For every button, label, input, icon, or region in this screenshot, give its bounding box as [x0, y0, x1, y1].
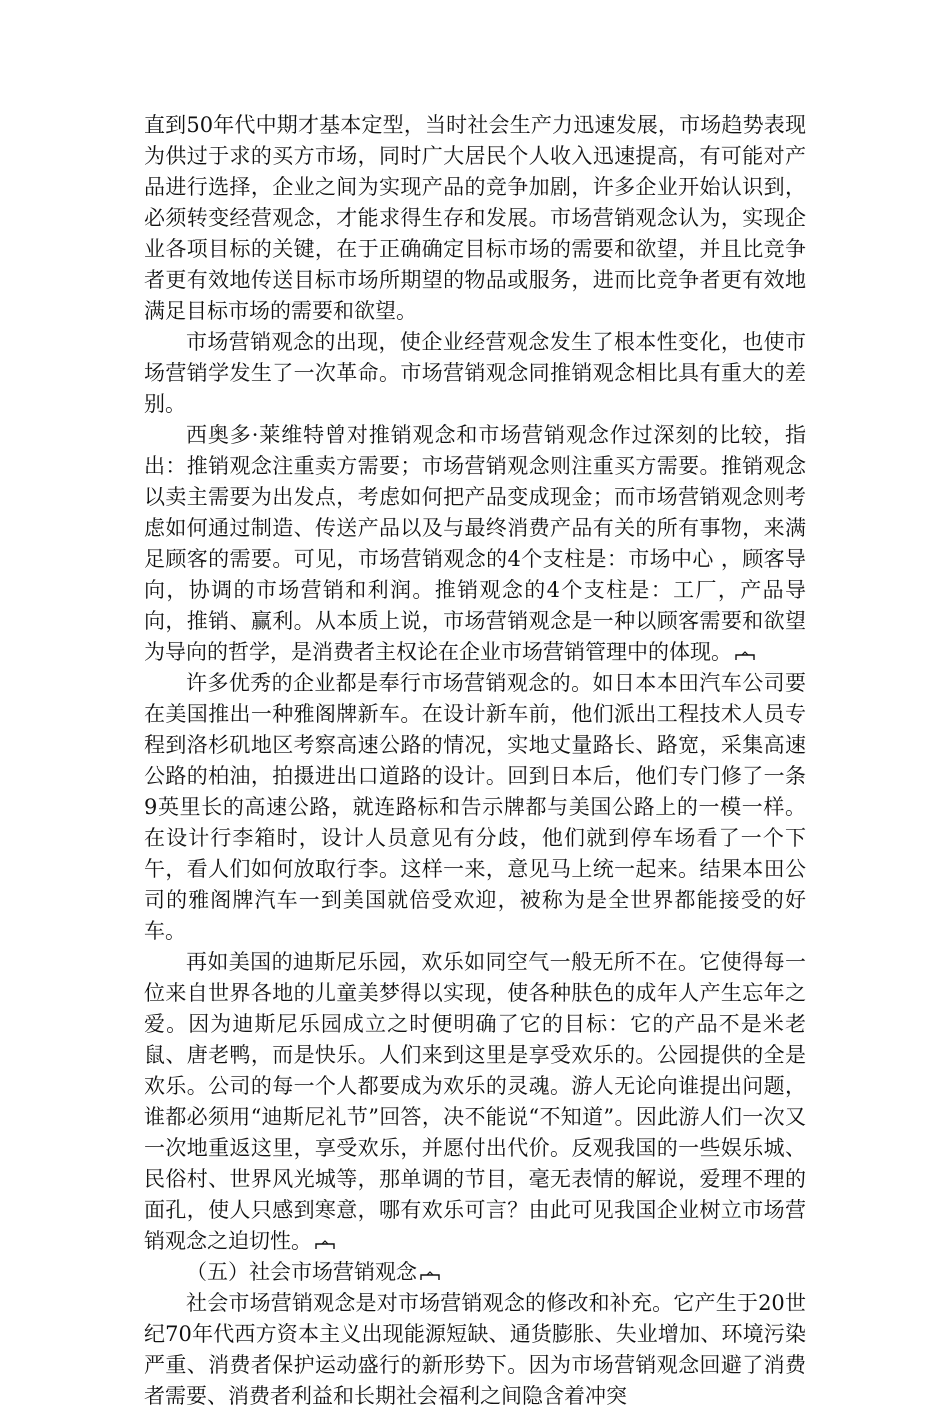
section-heading-social-marketing: （五）社会市场营销观念 — [144, 1257, 806, 1288]
paragraph-marketing-revolution: 市场营销观念的出现，使企业经营观念发生了根本性变化，也使市场营销学发生了一次革命。市场营销观念同推销观念相比具有重大的差别。 — [144, 330, 806, 416]
paragraph-mark-icon — [735, 651, 755, 661]
paragraph-social-marketing-concept: 社会市场营销观念是对市场营销观念的修改和补充。它产生于20世纪70年代西方资本主义出现能源短缺、通货膨胀、失业增加、环境污染严重、消费者保护运动盛行的新形势下。因为市场营销观念回避了消费者需要、消费者利益和长期社会福利之间隐含着冲突 — [144, 1291, 806, 1408]
paragraph-levitt-comparison: 西奥多·莱维特曾对推销观念和市场营销观念作过深刻的比较，指出：推销观念注重卖方需要；市场营销观念则注重买方需要。推销观念以卖主需要为出发点，考虑如何把产品变成现金；而市场营销观念则考虑如何通过制造、传送产品以及与最终消费产品有关的所有事物，来满足顾客的需要。可见，市场营销观念的4个支柱是：市场中心 ，顾客导向，协调的市场营销和利润。推销观念的4个支柱是：工厂，产品导向，推销、赢利。从本质上说，市场营销观念是一种以顾客需要和欲望为导向的哲学，是消费者主权论在企业市场营销管理中的体现。 — [144, 423, 806, 664]
paragraph-mark-icon — [420, 1271, 440, 1281]
paragraph-disney-example: 再如美国的迪斯尼乐园，欢乐如同空气一般无所不在。它使得每一位来自世界各地的儿童美梦得以实现，使各种肤色的成年人产生忘年之爱。因为迪斯尼乐园成立之时便明确了它的目标：它的产品不是米老鼠、唐老鸭，而是快乐。人们来到这里是享受欢乐的。公园提供的全是欢乐。公司的每一个人都要成为欢乐的灵魂。游人无论向谁提出问题，谁都必须用“迪斯尼礼节”回答，决不能说“不知道”。因此游人们一次又一次地重返这里，享受欢乐，并愿付出代价。反观我国的一些娱乐城、民俗村、世界风光城等，那单调的节目，毫无表情的解说，爱理不理的面孔，使人只感到寒意，哪有欢乐可言？由此可见我国企业树立市场营销观念之迫切性。 — [144, 950, 806, 1253]
paragraph-honda-example: 许多优秀的企业都是奉行市场营销观念的。如日本本田汽车公司要在美国推出一种雅阁牌新车。在设计新车前，他们派出工程技术人员专程到洛杉矶地区考察高速公路的情况，实地丈量路长、路宽，采集高速公路的柏油，拍摄进出口道路的设计。回到日本后，他们专门修了一条9英里长的高速公路，就连路标和告示牌都与美国公路上的一模一样。在设计行李箱时，设计人员意见有分歧，他们就到停车场看了一个下午，看人们如何放取行李。这样一来，意见马上统一起来。结果本田公司的雅阁牌汽车一到美国就倍受欢迎，被称为是全世界都能接受的好车。 — [144, 671, 806, 943]
paragraph-mark-icon — [315, 1240, 335, 1250]
paragraph-marketing-concept-origin: 直到50年代中期才基本定型，当时社会生产力迅速发展，市场趋势表现为供过于求的买方市场，同时广大居民个人收入迅速提高，有可能对产品进行选择，企业之间为实现产品的竞争加剧，许多企业开始认识到，必须转变经营观念，才能求得生存和发展。市场营销观念认为，实现企业各项目标的关键，在于正确确定目标市场的需要和欲望，并且比竞争者更有效地传送目标市场所期望的物品或服务，进而比竞争者更有效地满足目标市场的需要和欲望。 — [144, 113, 806, 323]
document-body — [144, 110, 806, 1412]
